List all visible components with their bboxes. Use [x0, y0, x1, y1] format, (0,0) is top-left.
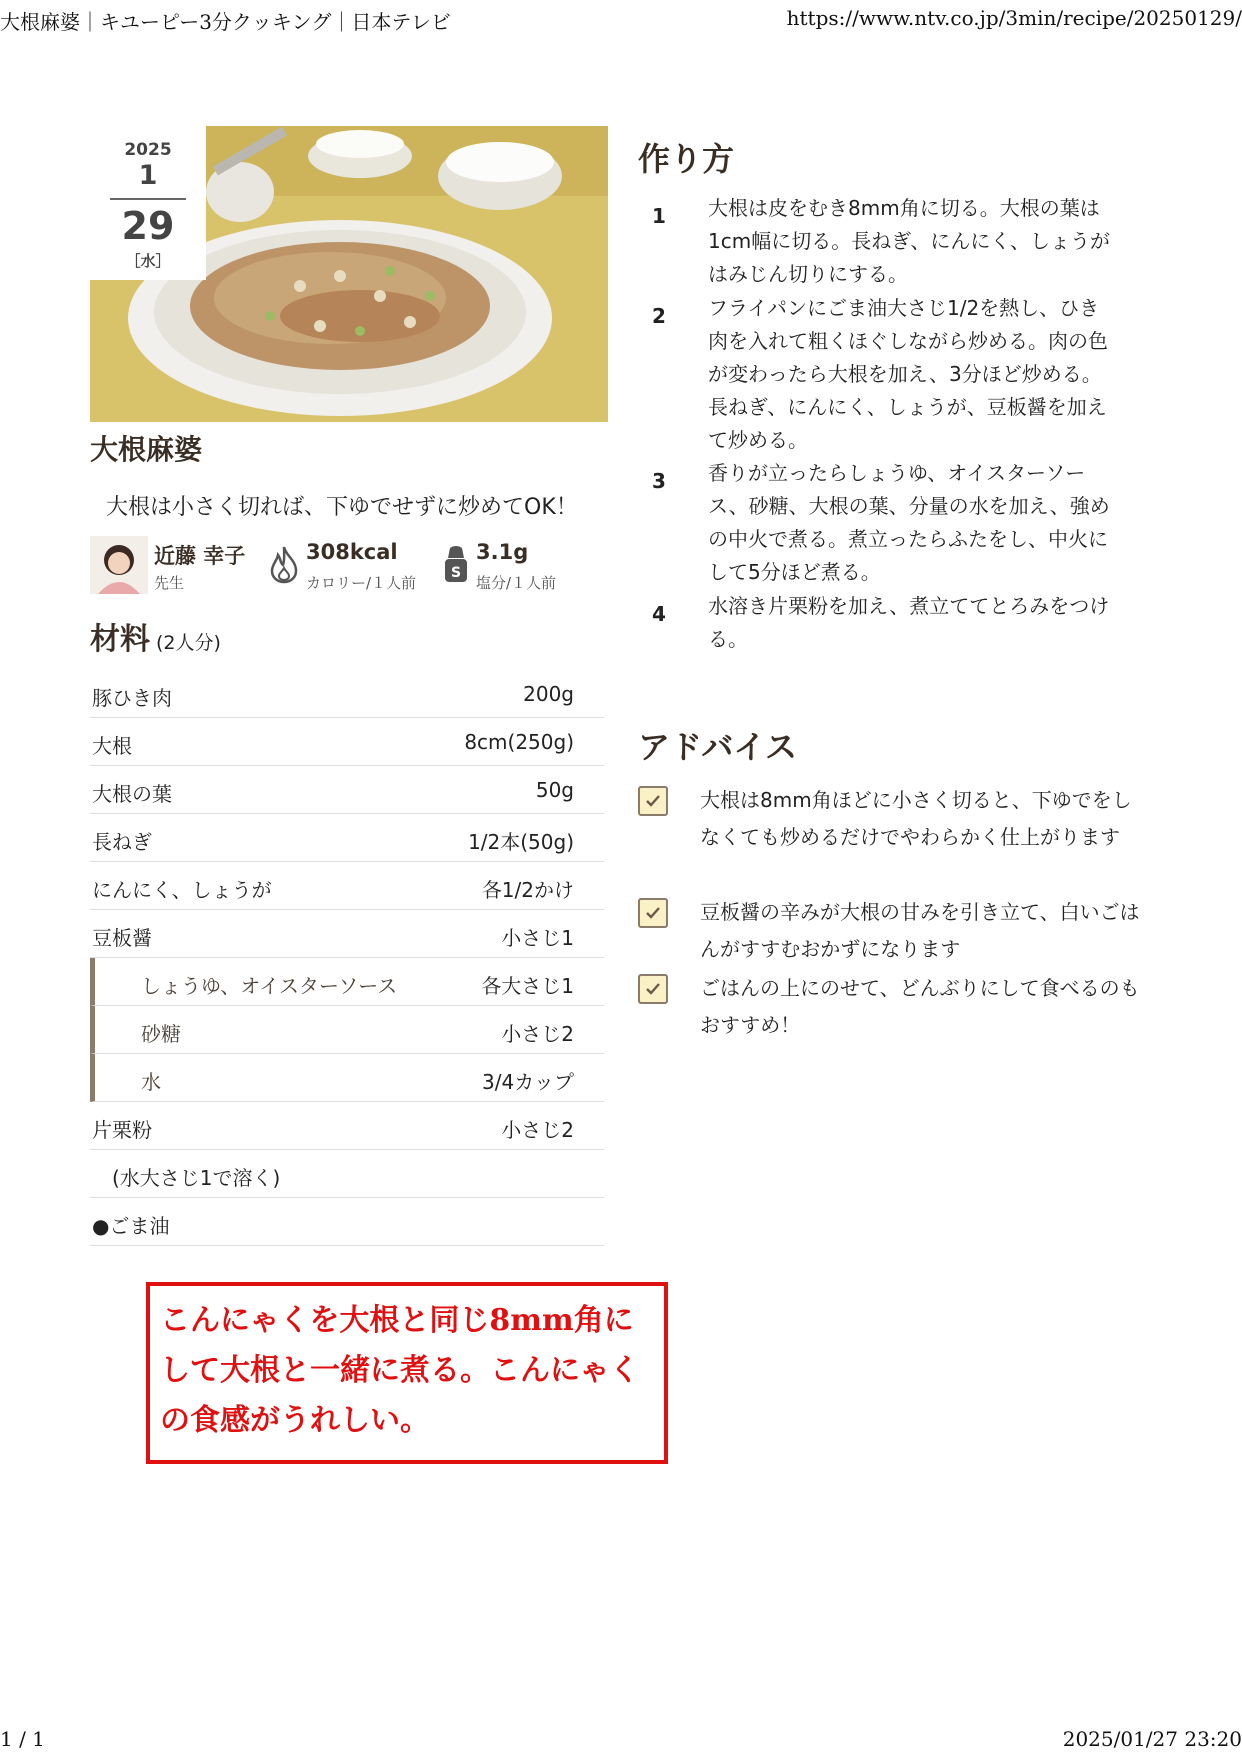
step-text: フライパンにごま油大さじ1/2を熱し、ひき肉を入れて粗くほぐしながら炒める。肉の色が変わったら大根を加え、3分ほど炒める。長ねぎ、にんにく、しょうが、豆板醤を加えて炒める。 — [708, 296, 1108, 452]
ingredient-qty: 各1/2かけ — [481, 878, 574, 902]
step-number: 4 — [652, 602, 666, 626]
print-page-url: https://www.ntv.co.jp/3min/recipe/20250129/ — [786, 6, 1242, 30]
teacher-role: 先生 — [154, 574, 185, 592]
teacher-avatar[interactable] — [90, 536, 148, 594]
ingredient-qty: 小さじ2 — [501, 1022, 574, 1046]
step-text: 香りが立ったらしょうゆ、オイスターソース、砂糖、大根の葉、分量の水を加え、強めの中火で煮る。煮立ったらふたをし、中火にして5分ほど煮る。 — [708, 461, 1110, 584]
teacher-name[interactable]: 近藤 幸子 — [154, 544, 246, 568]
recipe-catchphrase: 大根は小さく切れば、下ゆでせずに炒めてOK！ — [106, 495, 578, 520]
ingredient-name: 大根 — [92, 734, 132, 758]
checkbox-checked-icon — [638, 898, 668, 928]
ingredient-qty: 各大さじ1 — [481, 974, 574, 998]
salt-shaker-icon — [442, 544, 470, 584]
step-number: 1 — [652, 204, 666, 228]
ingredient-qty: 小さじ1 — [501, 926, 574, 950]
ingredient-qty: 8cm(250g) — [464, 730, 574, 754]
step-item — [648, 590, 1148, 660]
advice-item — [638, 782, 1158, 894]
ingredient-row — [90, 814, 604, 862]
steps-list — [648, 192, 1148, 660]
calories-unit: カロリー/１人前 — [306, 574, 417, 592]
date-year: 2025 — [124, 140, 172, 160]
print-datetime: 2025/01/27 23:20 — [1062, 1727, 1242, 1751]
advice-list — [638, 782, 1158, 1046]
ingredient-name: 豆板醤 — [92, 926, 152, 950]
recipe-title: 大根麻婆 — [90, 433, 203, 466]
ingredient-row — [90, 910, 604, 958]
ingredient-row — [90, 766, 604, 814]
advice-text: ごはんの上にのせて、どんぶりにして食べるのもおすすめ！ — [700, 976, 1140, 1037]
ingredient-qty: 3/4カップ — [482, 1070, 574, 1094]
ingredient-name: 水 — [141, 1070, 161, 1094]
ingredients-serving: (2人分) — [156, 632, 221, 654]
step-item — [648, 457, 1148, 590]
ingredient-name: ●ごま油 — [92, 1214, 170, 1238]
ingredient-row — [90, 1198, 604, 1246]
date-weekday: ［水］ — [125, 252, 171, 270]
print-footer — [0, 1725, 1242, 1755]
advice-item — [638, 970, 1158, 1046]
recipe-meta — [90, 534, 620, 596]
ingredient-row-grouped — [90, 958, 604, 1006]
print-header — [0, 2, 1242, 32]
advice-item — [638, 894, 1158, 970]
ingredient-qty: 50g — [535, 778, 574, 802]
date-divider — [110, 198, 186, 200]
broadcast-date-badge — [90, 126, 206, 280]
ingredient-qty: 小さじ2 — [501, 1118, 574, 1142]
salt-unit: 塩分/１人前 — [476, 574, 557, 592]
checkbox-checked-icon — [638, 786, 668, 816]
step-text: 水溶き片栗粉を加え、煮立ててとろみをつける。 — [708, 594, 1110, 651]
ingredient-row — [90, 862, 604, 910]
ingredient-name: 片栗粉 — [92, 1118, 152, 1142]
steps-heading: 作り方 — [638, 140, 735, 178]
ingredients-heading-text: 材料 — [90, 622, 150, 657]
ingredient-name: にんにく、しょうが — [92, 878, 272, 902]
ingredient-row-grouped — [90, 1054, 604, 1102]
step-number: 3 — [652, 469, 666, 493]
salt-icon-letter: S — [450, 565, 462, 581]
print-page-number: 1 / 1 — [0, 1727, 45, 1751]
step-item — [648, 292, 1148, 457]
step-number: 2 — [652, 304, 666, 328]
advice-heading: アドバイス — [638, 728, 798, 766]
ingredient-name: しょうゆ、オイスターソース — [141, 974, 398, 998]
ingredient-name: 砂糖 — [141, 1022, 181, 1046]
ingredient-name: 豚ひき肉 — [92, 686, 172, 710]
ingredient-qty: 1/2本(50g) — [468, 830, 574, 854]
ingredient-row — [90, 718, 604, 766]
ingredient-row-grouped — [90, 1006, 604, 1054]
print-page-title: 大根麻婆｜キユーピー3分クッキング｜日本テレビ — [0, 10, 451, 34]
advice-text: 大根は8mm角ほどに小さく切ると、下ゆでをしなくても炒めるだけでやわらかく仕上がります — [700, 788, 1132, 849]
ingredient-name: 大根の葉 — [92, 782, 172, 806]
ingredient-row-note — [90, 1150, 604, 1198]
salt-value: 3.1g — [476, 540, 529, 564]
step-text: 大根は皮をむき8mm角に切る。大根の葉は1cm幅に切る。長ねぎ、にんにく、しょうがはみじん切りにする。 — [708, 196, 1111, 286]
date-day: 29 — [121, 204, 175, 248]
advice-text: 豆板醤の辛みが大根の甘みを引き立て、白いごはんがすすむおかずになります — [700, 900, 1140, 961]
ingredient-qty: 200g — [523, 682, 574, 706]
ingredients-table — [90, 670, 604, 1246]
ingredients-heading — [90, 614, 221, 658]
ingredient-name: 長ねぎ — [92, 830, 152, 854]
calories-value: 308kcal — [306, 540, 398, 564]
step-item — [648, 192, 1148, 292]
note-text: こんにゃくを大根と同じ8mm角にして大根と一緒に煮る。こんにゃくの食感がうれしい。 — [160, 1303, 640, 1438]
ingredient-row — [90, 1102, 604, 1150]
checkbox-checked-icon — [638, 974, 668, 1004]
ingredient-name: (水大さじ1で溶く) — [112, 1166, 281, 1190]
date-month: 1 — [138, 160, 158, 191]
handwritten-note-box — [146, 1282, 668, 1464]
flame-icon — [266, 544, 302, 584]
ingredient-row — [90, 670, 604, 718]
